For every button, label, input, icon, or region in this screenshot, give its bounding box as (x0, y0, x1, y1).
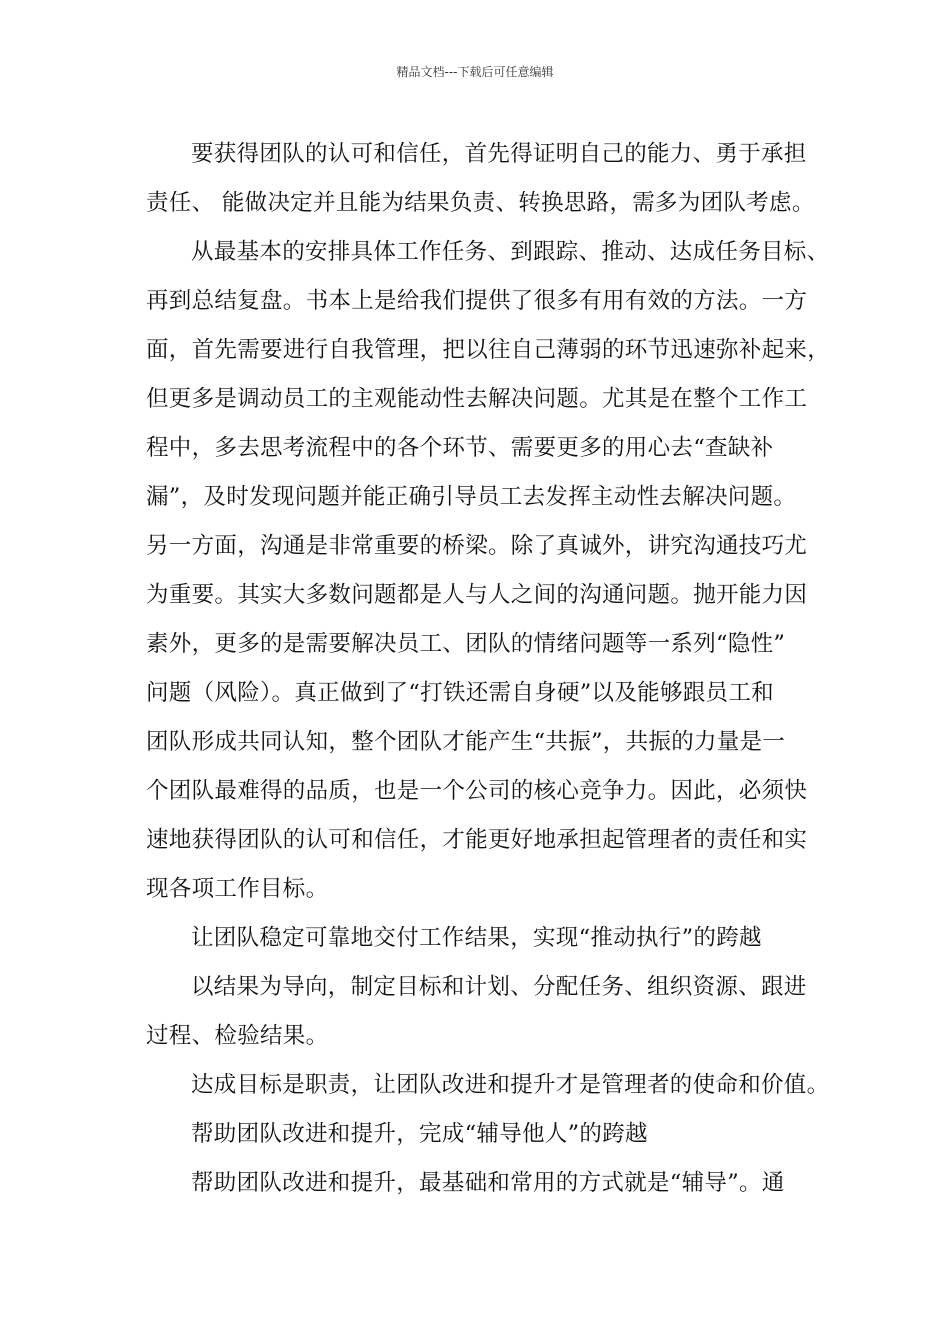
text-line: 素外，更多的是需要解决员工、团队的情绪问题等一系列“隐性” (146, 631, 786, 657)
document-body (146, 130, 831, 1208)
page-header: 精品文档---下载后可任意编辑 (396, 65, 554, 79)
text-line: 但更多是调动员工的主观能动性去解决问题。尤其是在整个工作工 (146, 386, 808, 412)
text-line: 帮助团队改进和提升，最基础和常用的方式就是“辅导”。通 (191, 1170, 785, 1196)
text-line: 速地获得团队的认可和信任，才能更好地承担起管理者的责任和实 (146, 827, 808, 853)
text-line: 面，首先需要进行自我管理，把以往自己薄弱的环节迅速弥补起来， (146, 337, 831, 363)
section-heading: 让团队稳定可靠地交付工作结果，实现“推动执行”的跨越 (191, 925, 762, 951)
section-heading: 帮助团队改进和提升，完成“辅导他人”的跨越 (191, 1121, 648, 1147)
text-line: 个团队最难得的品质，也是一个公司的核心竞争力。因此，必须快 (146, 778, 808, 804)
text-line: 以结果为导向，制定目标和计划、分配任务、组织资源、跟进 (191, 974, 807, 1000)
text-line: 漏”，及时发现问题并能正确引导员工去发挥主动性去解决问题。 (146, 484, 797, 510)
text-line: 达成目标是职责，让团队改进和提升才是管理者的使命和价值。 (191, 1072, 830, 1098)
text-line: 责任、 能做决定并且能为结果负责、转换思路，需多为团队考虑。 (146, 190, 815, 216)
text-line: 过程、检验结果。 (146, 1023, 329, 1049)
text-line: 程中，多去思考流程中的各个环节、需要更多的用心去“查缺补 (146, 435, 774, 461)
text-line: 问题（风险）。真正做到了“打铁还需自身硬”以及能够跟员工和 (146, 680, 774, 706)
text-line: 从最基本的安排具体工作任务、到跟踪、推动、达成任务目标、 (191, 239, 830, 265)
text-line: 现各项工作目标。 (146, 876, 329, 902)
text-line: 再到总结复盘。书本上是给我们提供了很多有用有效的方法。一方 (146, 288, 808, 314)
text-line: 要获得团队的认可和信任，首先得证明自己的能力、勇于承担 (191, 141, 807, 167)
text-line: 为重要。其实大多数问题都是人与人之间的沟通问题。抛开能力因 (146, 582, 808, 608)
text-line: 另一方面，沟通是非常重要的桥梁。除了真诚外，讲究沟通技巧尤 (146, 533, 808, 559)
text-line: 团队形成共同认知，整个团队才能产生“共振”，共振的力量是一 (146, 729, 786, 755)
